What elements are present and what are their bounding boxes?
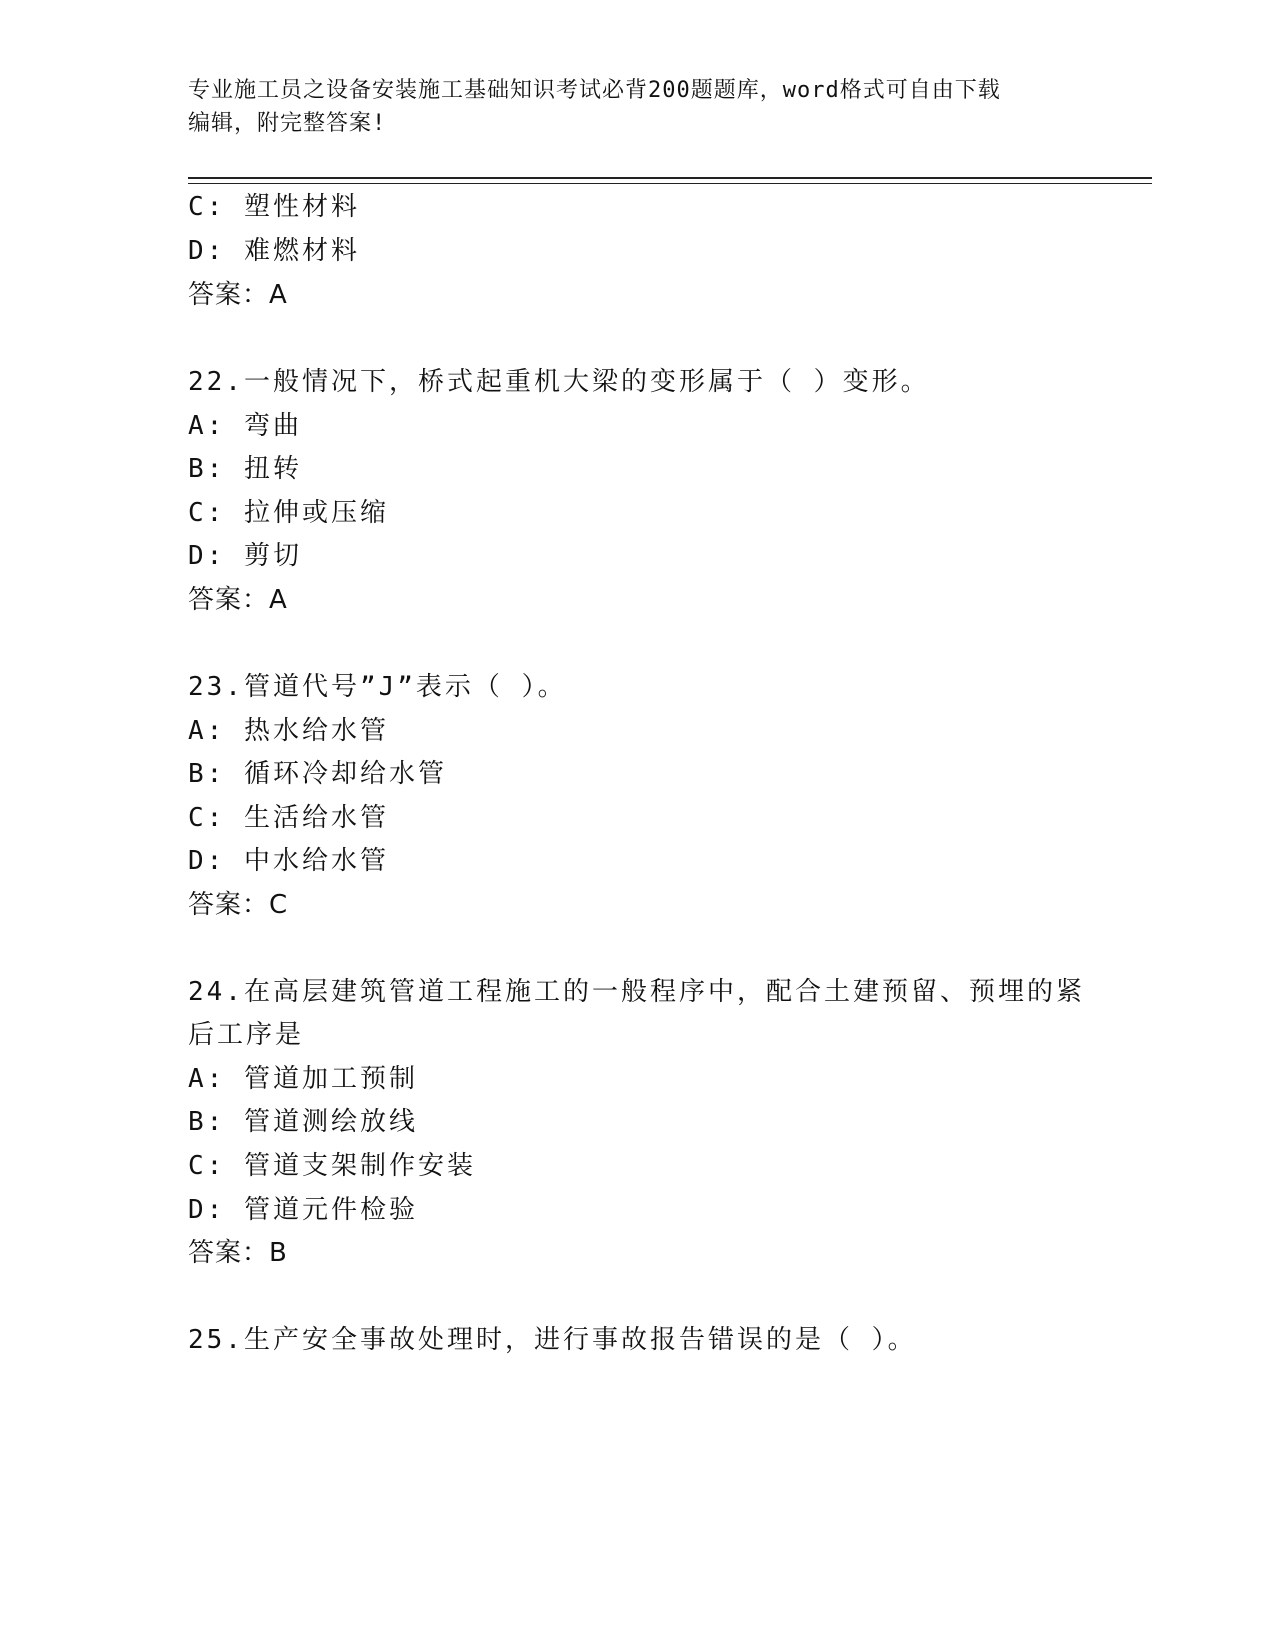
q23-question: 23.管道代号”J”表示（ ）。 bbox=[188, 672, 567, 702]
q22-option-c: C: 拉伸或压缩 bbox=[188, 498, 389, 528]
q24-option-a: A: 管道加工预制 bbox=[188, 1064, 418, 1094]
q22-option-a: A: 弯曲 bbox=[188, 411, 302, 441]
q23-option-d: D: 中水给水管 bbox=[188, 846, 389, 876]
q22-question: 22.一般情况下，桥式起重机大梁的变形属于（ ）变形。 bbox=[188, 367, 930, 397]
q23-option-a: A: 热水给水管 bbox=[188, 716, 389, 746]
q23-answer: 答案：C bbox=[188, 890, 289, 920]
q23-option-c: C: 生活给水管 bbox=[188, 803, 389, 833]
q22-option-b: B: 扭转 bbox=[188, 454, 302, 484]
q24-option-c: C: 管道支架制作安装 bbox=[188, 1151, 476, 1181]
q21-option-d: D: 难燃材料 bbox=[188, 236, 360, 266]
header-divider-thick bbox=[188, 177, 1152, 179]
q22-answer: 答案：A bbox=[188, 585, 288, 615]
header-divider-thin bbox=[188, 183, 1152, 184]
document-header bbox=[188, 74, 1068, 140]
header-title-line-1: 专业施工员之设备安装施工基础知识考试必背200题题库，word格式可自由下载 bbox=[188, 78, 1001, 103]
q23-option-b: B: 循环冷却给水管 bbox=[188, 759, 447, 789]
header-title-line-2: 编辑，附完整答案! bbox=[188, 111, 387, 136]
q24-answer: 答案：B bbox=[188, 1238, 288, 1268]
q22-option-d: D: 剪切 bbox=[188, 541, 302, 571]
q24-question-line-1: 24.在高层建筑管道工程施工的一般程序中，配合土建预留、预埋的紧 bbox=[188, 977, 1085, 1007]
q21-option-c: C: 塑性材料 bbox=[188, 192, 360, 222]
q21-answer: 答案：A bbox=[188, 280, 288, 310]
q24-option-b: B: 管道测绘放线 bbox=[188, 1107, 418, 1137]
q24-option-d: D: 管道元件检验 bbox=[188, 1195, 418, 1225]
q24-question-line-2: 后工序是 bbox=[188, 1020, 305, 1050]
q25-question: 25.生产安全事故处理时，进行事故报告错误的是（ ）。 bbox=[188, 1325, 917, 1355]
